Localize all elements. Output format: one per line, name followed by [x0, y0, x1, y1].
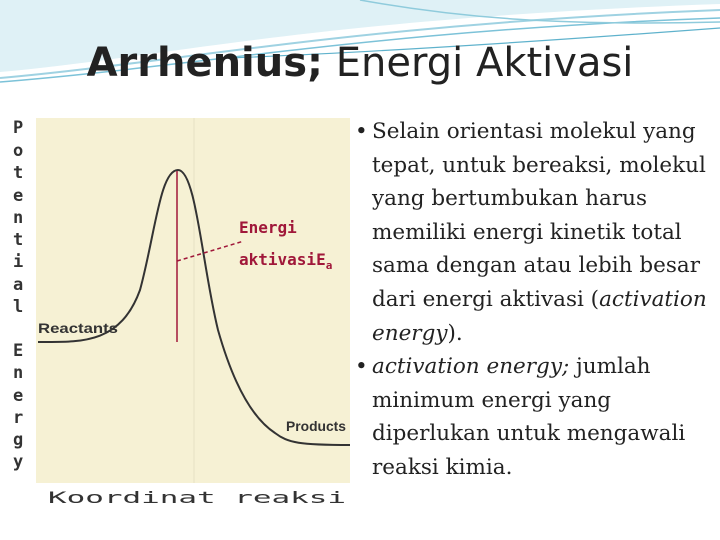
activation-energy-diagram — [10, 115, 355, 510]
y-axis-label: P o t e n t i a l E n e r g y — [13, 118, 24, 472]
reactants-label: Reactants — [38, 320, 119, 336]
title-bold: Arrhenius; — [86, 40, 324, 86]
ea-label-line2 — [239, 250, 332, 272]
x-axis-label: Koordinat reaksi — [48, 488, 346, 507]
ea-label-line1: Energi — [239, 218, 297, 237]
bullet-1-text-a: Selain orientasi molekul yang tepat, untuk bereaksi, molekul yang bertumbukan harus memiliki energi kinetik total sama dengan atau lebih besar dari energi aktivasi ( — [372, 119, 706, 312]
bullet-item-1 — [352, 115, 718, 350]
bullet-1-text-b: ). — [447, 320, 463, 346]
ea-label-subscript: a — [325, 259, 333, 272]
bullet-2-text: jumlah minimum energi yang diperlukan untuk mengawali reaksi kimia. — [372, 354, 686, 480]
ea-label-main: aktivasiE — [239, 250, 326, 269]
slide-title — [0, 40, 720, 86]
bullet-2-italic: activation energy; — [372, 354, 570, 380]
bullet-list — [352, 115, 718, 485]
title-rest: Energi Aktivasi — [323, 40, 634, 86]
bullet-item-2 — [352, 350, 718, 484]
products-label: Products — [286, 418, 347, 434]
bullet-1-italic: activation energy — [372, 286, 707, 346]
